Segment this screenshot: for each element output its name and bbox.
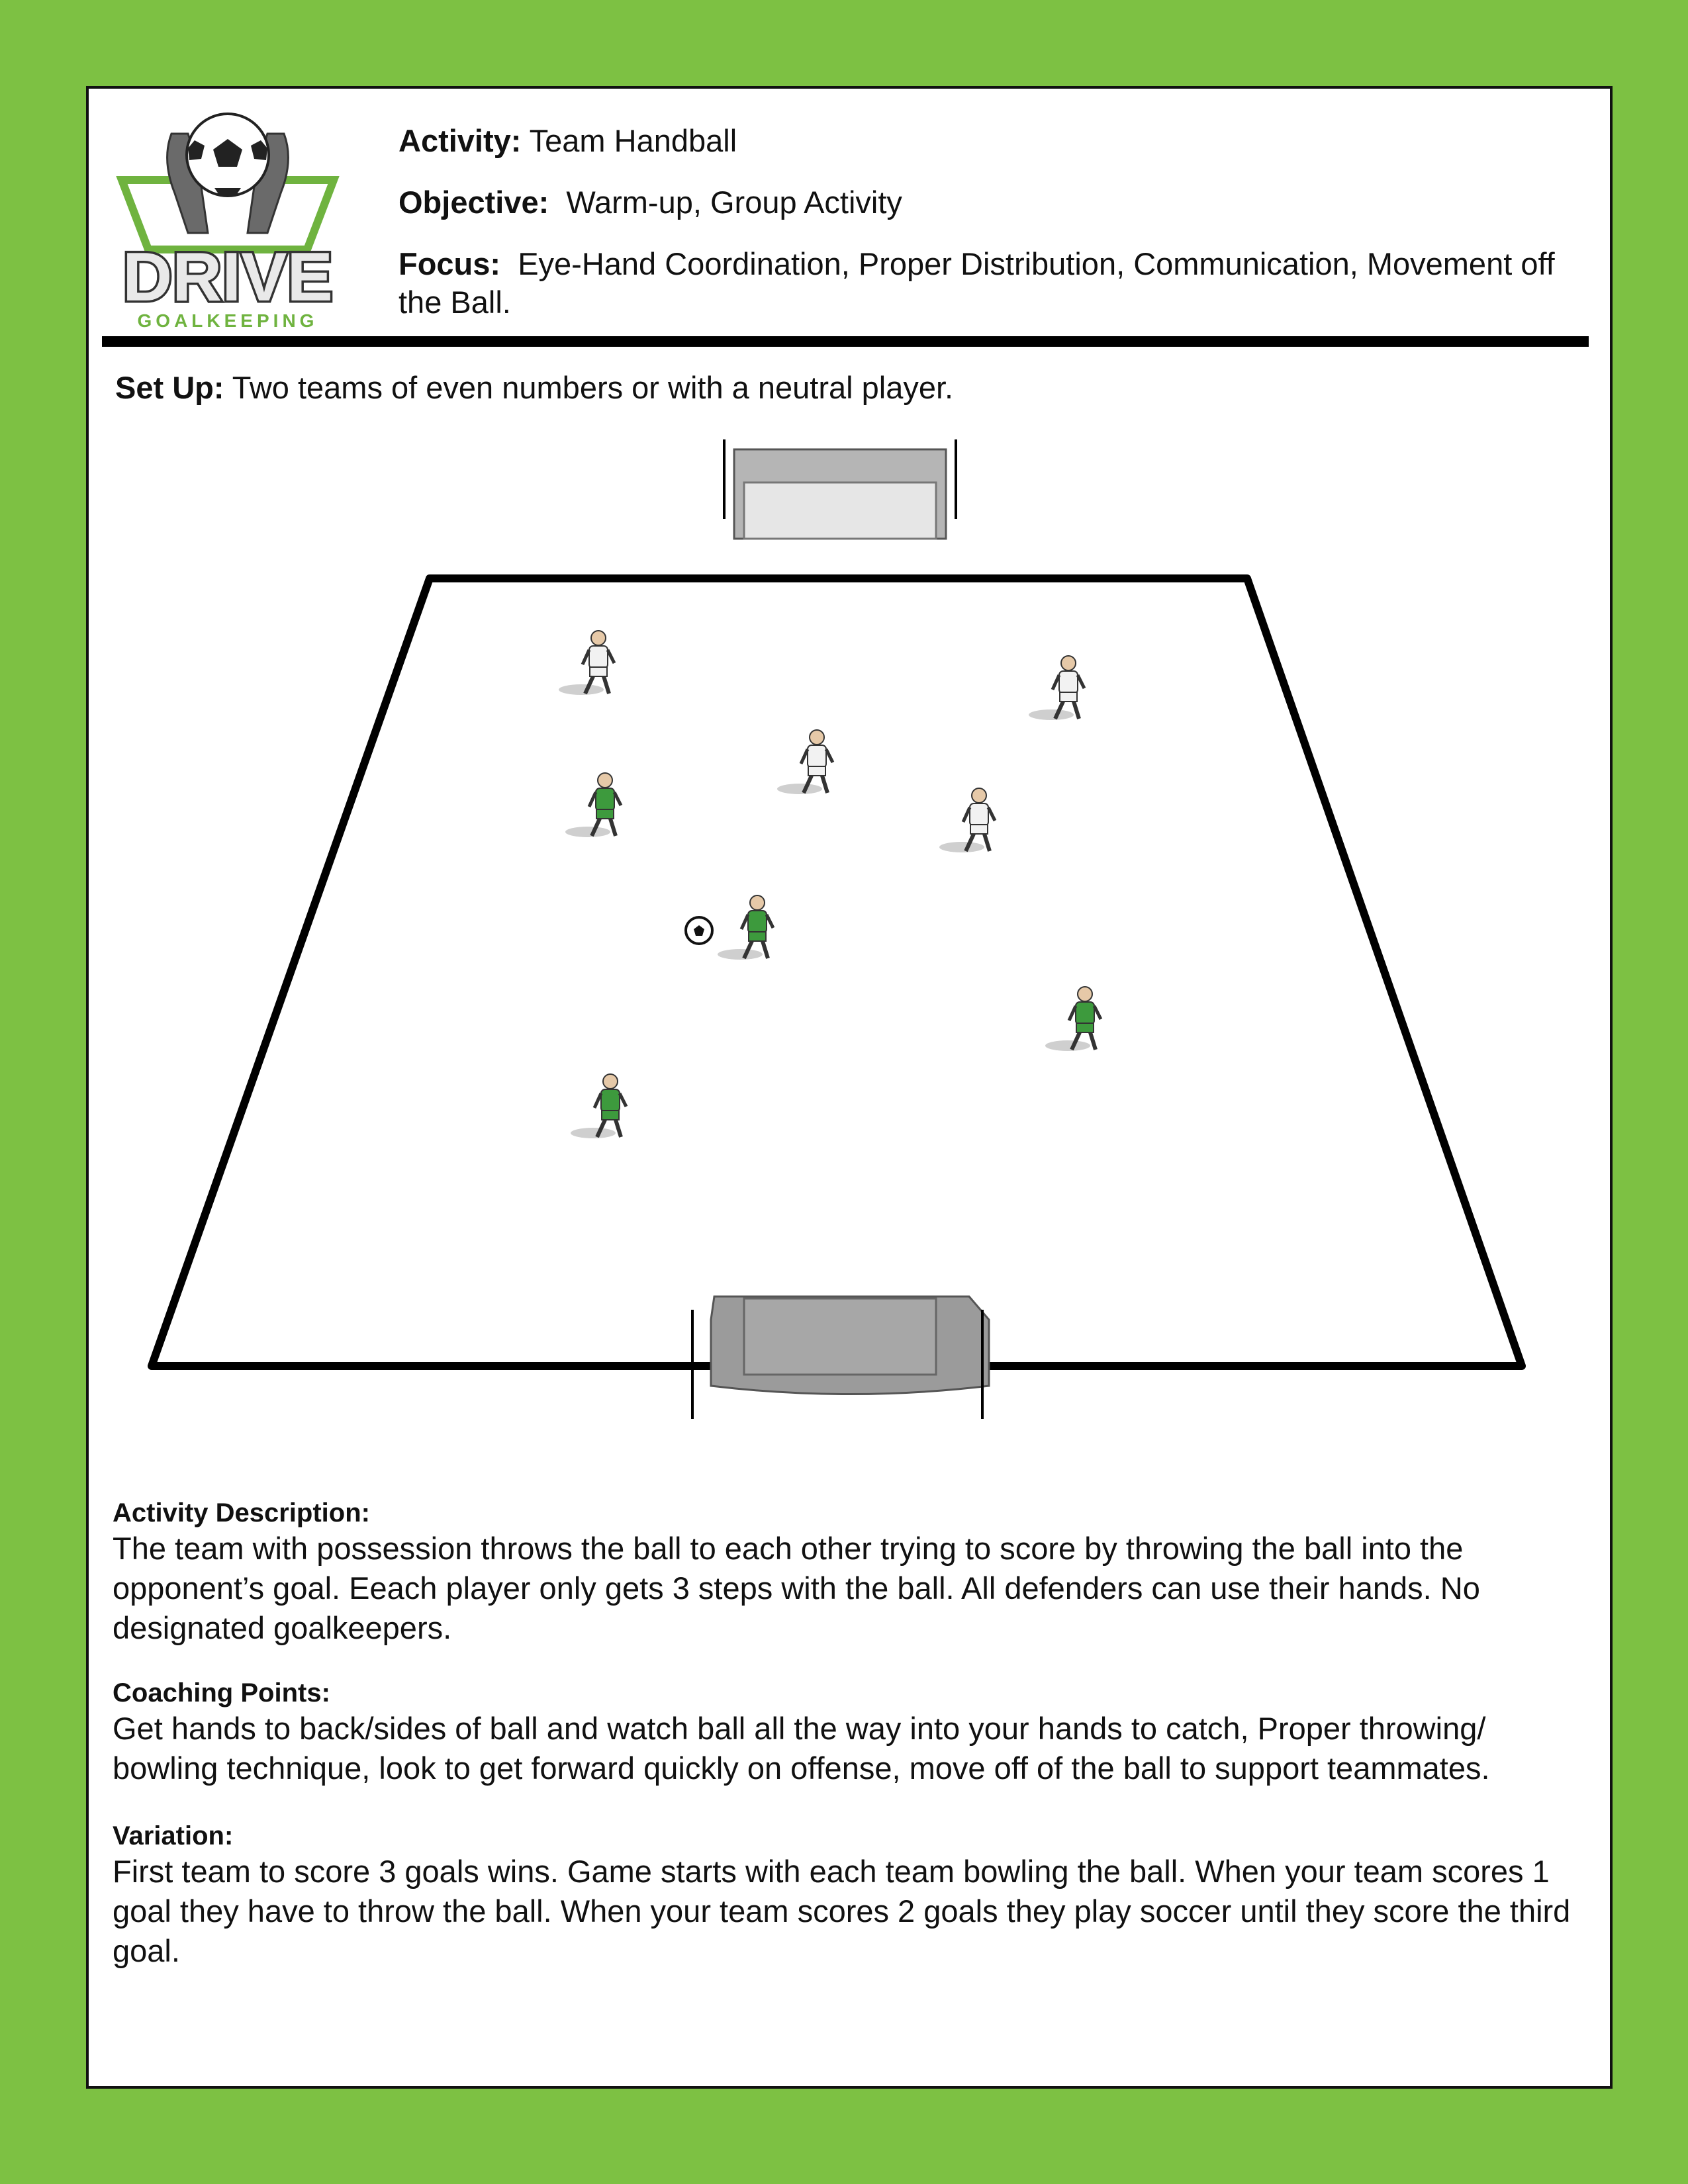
activity-sheet — [86, 86, 1613, 2089]
coaching-points-heading: Coaching Points: — [113, 1678, 330, 1707]
drive-goalkeeping-logo — [109, 107, 347, 332]
pitch-diagram — [89, 420, 1611, 1518]
activity-description-text: The team with possession throws the ball to each other trying to score by throwing the ball into the opponent’s goal. Eeach player only gets 3 steps with the ball. All defenders can use their hands. No designated goalkeepers. — [113, 1531, 1480, 1645]
activity-description-heading: Activity Description: — [113, 1498, 370, 1527]
objective-value: Warm-up, Group Activity — [566, 185, 902, 220]
coaching-points-text: Get hands to back/sides of ball and watch ball all the way into your hands to catch, Proper throwing/ bowling technique, look to get forward quickly on offense, move off of the ball to support teammates. — [113, 1711, 1490, 1786]
activity-header — [399, 122, 1590, 345]
variation-text: First team to score 3 goals wins. Game starts with each team bowling the ball. When your team scores 1 goal they have to throw the ball. When your team scores 2 goals they play soccer until they score the third goal. — [113, 1854, 1571, 1968]
header-divider — [102, 336, 1589, 347]
pitch-boundary — [152, 578, 1522, 1366]
setup-text: Two teams of even numbers or with a neutral player. — [232, 370, 954, 405]
setup-label: Set Up: — [115, 370, 224, 405]
variation — [113, 1820, 1589, 1971]
objective-label: Objective: — [399, 185, 549, 220]
goalkeeper-hands-ball-icon — [167, 114, 289, 233]
objective-line — [399, 183, 1590, 222]
activity-line — [399, 122, 1590, 160]
top-goal — [724, 439, 956, 539]
activity-value: Team Handball — [529, 123, 737, 158]
focus-line — [399, 245, 1590, 322]
variation-heading: Variation: — [113, 1821, 234, 1850]
setup-line — [115, 369, 953, 406]
activity-description — [113, 1497, 1589, 1648]
bottom-goal — [692, 1297, 989, 1419]
focus-label: Focus: — [399, 246, 501, 281]
soccer-ball-icon — [686, 917, 712, 944]
focus-value: Eye-Hand Coordination, Proper Distribution, Communication, Movement off the Ball. — [399, 246, 1555, 320]
coaching-points — [113, 1677, 1589, 1788]
logo-tagline: GOALKEEPING — [137, 310, 318, 331]
logo-brand: DRIVE — [122, 239, 333, 316]
activity-label: Activity: — [399, 123, 522, 158]
